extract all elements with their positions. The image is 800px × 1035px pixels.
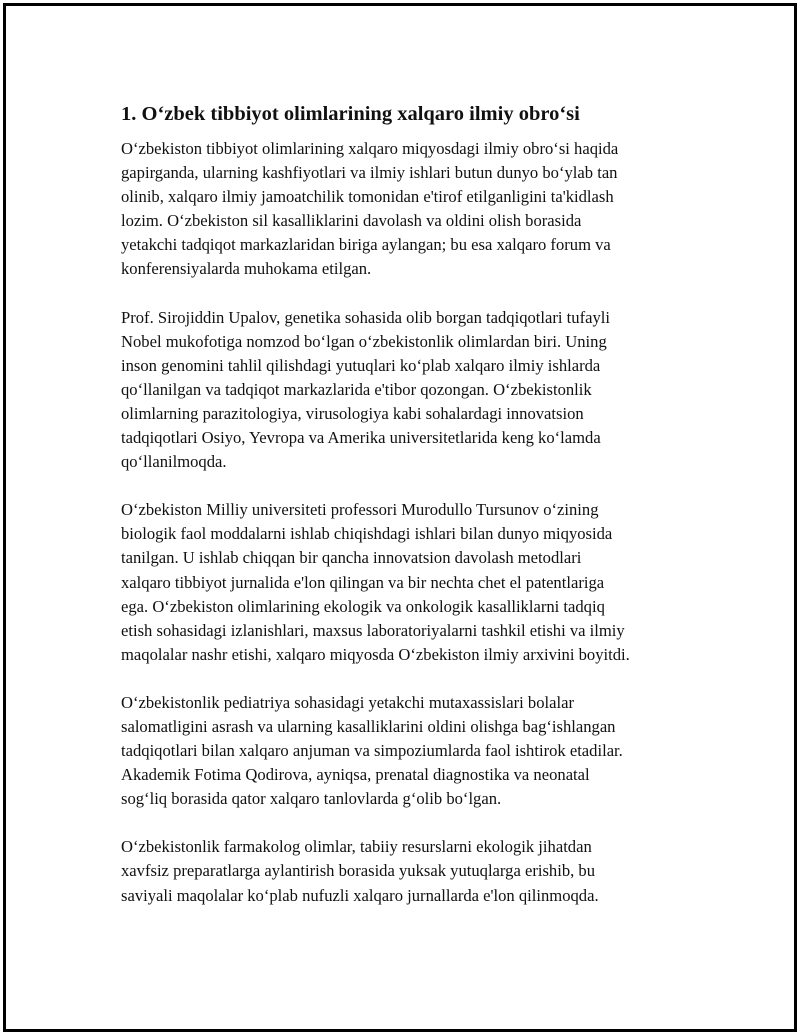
text-line: olinib, xalqaro ilmiy jamoatchilik tomonidan e'tirof etilganligini ta'kidlash (121, 187, 614, 207)
text-line: Nobel mukofotiga nomzod bo‘lgan o‘zbekistonlik olimlardan biri. Uning (121, 331, 607, 351)
text-line: etish sohasidagi izlanishlari, maxsus laboratoriyalarni tashkil etishi va ilmiy (121, 620, 625, 640)
paragraph-3 (121, 498, 696, 667)
section-heading: 1. O‘zbek tibbiyot olimlarining xalqaro ilmiy obro‘si (121, 103, 580, 125)
text-line: qo‘llanilmoqda. (121, 452, 227, 472)
text-line: Akademik Fotima Qodirova, ayniqsa, prenatal diagnostika va neonatal (121, 765, 590, 785)
text-line: yetakchi tadqiqot markazlaridan biriga aylangan; bu esa xalqaro forum va (121, 235, 611, 255)
text-line: O‘zbekiston tibbiyot olimlarining xalqaro miqyosdagi ilmiy obro‘si haqida (121, 139, 619, 158)
text-line: ega. O‘zbekiston olimlarining ekologik va onkologik kasalliklarni tadqiq (121, 596, 605, 616)
text-line: tadqiqotlari Osiyo, Yevropa va Amerika universitetlarida keng ko‘lamda (121, 428, 601, 448)
text-line: xavfsiz preparatlarga aylantirish borasida yuksak yutuqlarga erishib, bu (121, 861, 596, 881)
text-line: tadqiqotlari bilan xalqaro anjuman va simpoziumlarda faol ishtirok etadilar. (121, 741, 623, 761)
text-line: maqolalar nashr etishi, xalqaro miqyosda O‘zbekiston ilmiy arxivini boyitdi. (121, 644, 630, 664)
paragraph-4 (121, 691, 696, 811)
paragraph-2 (121, 306, 696, 475)
text-line: gapirganda, ularning kashfiyotlari va ilmiy ishlari butun dunyo bo‘ylab tan (121, 163, 618, 183)
text-line: konferensiyalarda muhokama etilgan. (121, 259, 372, 279)
paragraph-1 (121, 137, 696, 282)
text-line: O‘zbekiston Milliy universiteti professori Murodullo Tursunov o‘zining (121, 500, 599, 520)
text-line: O‘zbekistonlik pediatriya sohasidagi yetakchi mutaxassislari bolalar (121, 692, 574, 712)
text-line: qo‘llanilgan va tadqiqot markazlarida e'tibor qozongan. O‘zbekistonlik (121, 379, 592, 399)
text-line: xalqaro tibbiyot jurnalida e'lon qilingan va bir nechta chet el patentlariga (121, 572, 605, 592)
text-line: olimlarning parazitologiya, virusologiya kabi sohalardagi innovatsion (121, 403, 584, 423)
page-frame (3, 3, 797, 1032)
text-line: lozim. O‘zbekiston sil kasalliklarini davolash va oldini olish borasida (121, 211, 582, 231)
text-line: salomatligini asrash va ularning kasalliklarini oldini olishga bag‘ishlangan (121, 716, 616, 736)
text-line: saviyali maqolalar ko‘plab nufuzli xalqaro jurnallarda e'lon qilinmoqda. (121, 885, 599, 905)
text-line: tanilgan. U ishlab chiqqan bir qancha innovatsion davolash metodlari (121, 548, 582, 568)
text-line: biologik faol moddalarni ishlab chiqishdagi ishlari bilan dunyo miqyosida (121, 524, 613, 544)
document-body (121, 101, 696, 932)
text-line: O‘zbekistonlik farmakolog olimlar, tabiiy resurslarni ekologik jihatdan (121, 837, 592, 857)
paragraph-5 (121, 835, 696, 907)
text-line: sog‘liq borasida qator xalqaro tanlovlarda g‘olib bo‘lgan. (121, 789, 502, 809)
text-line: inson genomini tahlil qilishdagi yutuqlari ko‘plab xalqaro ilmiy ishlarda (121, 355, 601, 375)
text-line: Prof. Sirojiddin Upalov, genetika sohasida olib borgan tadqiqotlari tufayli (121, 307, 610, 327)
